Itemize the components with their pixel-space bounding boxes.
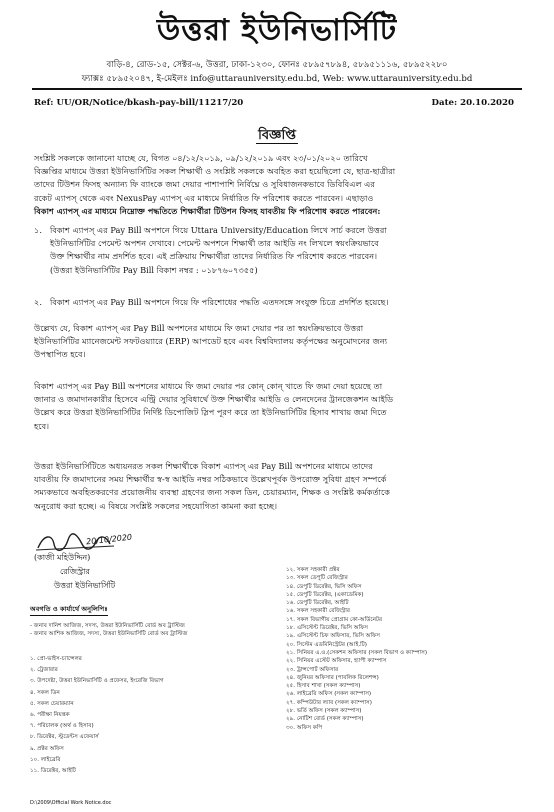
list-item: ১৩. সকল ডেপুটি রেজিস্ট্রার bbox=[286, 575, 348, 582]
erp-paragraph bbox=[34, 322, 522, 362]
list-item: ২৪. জুনিয়র অফিসার (পাবলিক রিলেশন্স) bbox=[286, 674, 379, 681]
text-line: জানার ও জমাদানকারীর হিসেবে এন্ট্রি দেয়ার সুবিধার্থে উক্ত শিক্ষার্থীর আইডি ও লেনদেনের ট্রানজেকশন আইডি bbox=[34, 394, 394, 405]
list-item: ২৫. হিসাব শাখা (সকল ক্যাম্পাস) bbox=[286, 683, 361, 690]
request-paragraph bbox=[34, 460, 522, 513]
notice-date: Date: 20.10.2020 bbox=[431, 98, 514, 108]
text-line: উত্তরা ইউনিভার্সিটিতে অধ্যয়নরত সকল শিক্ষার্থীকে বিকাশ এ্যাপস্‌ এর Pay Bill অপশনের মাধ্যমে তাদের bbox=[34, 461, 373, 471]
text-line: ইউনিভার্সিটির পেমেন্ট অপশন দেখাবে। পেমেন্ট অপশনে শিক্ষার্থী তার আইডি নং লিখলে স্বয়ংক্রিয়ভাবে bbox=[50, 238, 379, 249]
list-text bbox=[50, 224, 522, 277]
text-line: বিজ্ঞপ্তির মাধ্যমে উত্তরা ইউনিভার্সিটির সকল শিক্ষার্থী ও সংশ্লিষ্ট সকলকে অবহিত করা হয়েছিলো যে, ছাত্র-ছাত্রীরা bbox=[34, 166, 396, 177]
list-item: ৮. ডিরেক্টর, স্টুডেন্টস এফেয়ার্স bbox=[30, 734, 99, 741]
letterhead-contact: ফ্যাক্সঃ ৫৮৯৫২০৪৭, ই-মেইলঃ info@uttarauniversity.edu.bd, Web: www.uttarauniversity.edu.bd bbox=[81, 74, 473, 84]
list-item: ১০. লাইব্রেরি bbox=[30, 756, 61, 763]
list-item bbox=[34, 296, 522, 310]
list-item: ৩০. অফিস কপি bbox=[286, 724, 323, 731]
notice-title bbox=[0, 126, 554, 147]
list-item: ৭. পরিচালক (অর্থ ও হিসাব) bbox=[30, 723, 94, 730]
university-name: উত্তরা ইউনিভার্সিটি bbox=[156, 13, 398, 48]
text-line: ইউনিভার্সিটির ম্যানেজমেন্ট সফটওয়্যারে (ERP) আপডেট হবে এবং বিশ্ববিদ্যালয় কর্তৃপক্ষের অনুমোদনের জন্য bbox=[34, 336, 388, 347]
list-item: ২৭. কম্পিউটার ল্যাব (সকল ক্যাম্পাস) bbox=[286, 699, 372, 706]
list-item: ১৭. সকল বিভাগীয় প্রোগ্রাম কো-অর্ডিনেটর bbox=[286, 616, 383, 623]
text-line: উল্লেখ্য যে, বিকাশ এ্যাপস্‌ এর Pay Bill অপশনের মাধ্যমে ফি জমা দেয়ার পর তা স্বয়ংক্রিয়ভাবে উত্তরা bbox=[34, 323, 364, 333]
list-item: ২৯. নোটিশ বোর্ড (সকল ক্যাম্পাস) bbox=[286, 716, 364, 723]
notice-title-text: বিজ্ঞপ্তি bbox=[258, 128, 296, 143]
list-item: ২. ট্রেজারার bbox=[30, 667, 58, 674]
list-item: ১১. ডিরেক্টর, আইটি bbox=[30, 768, 76, 775]
list-item: ৪. সকল ডিন bbox=[30, 689, 60, 696]
signatory-organization: উত্তরা ইউনিভার্সিটি bbox=[54, 581, 116, 590]
copy-left-list bbox=[30, 654, 164, 777]
list-item: ১৯. এসিস্টেন্ট চিফ অফিসার, ভিসি অফিস bbox=[286, 633, 380, 640]
text-line: সম্যকভাবে অবহিতকরণের প্রয়োজনীয় ব্যবস্থা গ্রহণের জন্য সকল ডিন, চেয়ারম্যান, শিক্ষক ও সংশ্লিষ্ট কর্মকর্তাকে bbox=[34, 487, 391, 498]
list-item: ২৬. লাইব্রেরি অফিস (সকল ক্যাম্পাস) bbox=[286, 691, 372, 698]
text-line: অনুরোধ করা হচ্ছে। এ বিষয়ে সংশ্লিষ্ট সকলের সহযোগিতা কামনা করা হচ্ছে। bbox=[34, 500, 278, 511]
copy-top-list bbox=[30, 622, 187, 639]
file-path-footer: D:\2009\Official Work Notice.doc bbox=[30, 800, 112, 806]
signature-date: 20/10/2020 bbox=[85, 532, 133, 547]
list-number: ২. bbox=[34, 297, 42, 307]
text-line: সংশ্লিষ্ট সকলকে জানানো যাচ্ছে যে, বিগত ০৪/১২/২০১৯, ০৯/১২/২০১৯ এবং ২৩/০১/২০২০ তারিখে bbox=[34, 153, 368, 163]
text-line: তাদের টিউশন ফিসহ অন্যান্য ফি ব্যাংকে জমা দেয়ার পাশাপাশি নির্বিঘ্নে ও সুবিধাজনকভাবে ডিবিবিএল এর bbox=[34, 179, 375, 190]
list-item: ১. প্রো-ভাইস-চ্যান্সেলর bbox=[30, 656, 82, 662]
copy-right-list bbox=[286, 566, 427, 732]
copy-heading: অবগতি ও কার্যার্থে অনুলিপিঃ bbox=[30, 603, 108, 616]
text-line: উপস্থাপিত হবে। bbox=[34, 349, 86, 360]
list-item: ১৫. ডেপুটি ডিরেক্টর, (একাডেমিক) bbox=[286, 591, 364, 598]
signatory-name: (কাজী মহিউদ্দিন) bbox=[34, 553, 91, 562]
list-item: ২১. সিনিয়র এ.ও.(সেকশন অফিসার (সকল বিভাগ ও ক্যাম্পাস) bbox=[286, 649, 428, 656]
list-item: ২৩. ট্রান্সপোর্ট অফিসার bbox=[286, 666, 339, 673]
header-divider bbox=[32, 88, 522, 90]
text-line: বিকাশ এ্যাপস্‌ এর মাধ্যমে নিম্নোক্ত পদ্ধতিতে শিক্ষার্থীরা টিউশন ফিসহ যাবতীয় ফি পরিশোধ করতে পারবেন: bbox=[34, 205, 381, 216]
text-line: উল্লেখ করে উত্তরা ইউনিভার্সিটির নির্দিষ্ট ডিপোজিট স্লিপ পূরণ করে তা ইউনিভার্সিটির হিসাব শাখায় জমা দিতে bbox=[34, 407, 387, 418]
text-line: (উত্তরা ইউনিভার্সিটির Pay Bill বিকাশ নম্বর : ০১৮৭৬০৭৩৫৫) bbox=[50, 264, 258, 275]
list-number: ১. bbox=[34, 225, 42, 235]
list-item: ১৮. এসিস্টেন্ট ডিরেক্টর, ভিসি অফিস bbox=[286, 625, 368, 632]
text-line: বিকাশ এ্যাপস্‌ এর Pay Bill অপশনে গিয়ে ফি পরিশোধের পদ্ধতি এতদসঙ্গে সংযুক্ত চিত্রে প্রদর্শিত হয়েছে। bbox=[50, 297, 389, 307]
list-item: ২৮. ভর্তি অফিস (সকল ক্যাম্পাস) bbox=[286, 708, 362, 715]
list-item: ২০. সিস্টেম এডমিনিস্ট্রেটর (আই.টি) bbox=[286, 641, 367, 648]
list-item: ১৬. সকল সহকারী রেজিস্ট্রার bbox=[286, 608, 350, 615]
list-item: - জনাব আশিক আজিজ, সদস্য, উত্তরা ইউনিভার্সিটি বোর্ড অব ট্রাস্টিজ bbox=[30, 631, 188, 638]
intro-paragraph bbox=[34, 152, 522, 218]
text-line: রকেট এ্যাপস্‌ থেকে এবং NexusPay এ্যাপস্‌ এর মাধ্যমে নির্ধারিত ফি পরিশোধ করতে পারবেন। এছাড়াও bbox=[34, 192, 374, 203]
text-line: বিকাশ এ্যাপস্‌ এর Pay Bill অপশনে গিয়ে Uttara University/Education লিখে সার্চ করলে উত্তরা bbox=[50, 225, 387, 235]
signatory-designation: রেজিস্ট্রার bbox=[60, 567, 90, 576]
list-item: ৫. সকল চেয়ারম্যান bbox=[30, 700, 74, 707]
deposit-paragraph bbox=[34, 380, 522, 433]
list-text bbox=[50, 296, 522, 309]
list-item: ৬. পরীক্ষা নিয়ন্ত্রক bbox=[30, 712, 70, 719]
list-item: - জনাব দানিশ আজিজ, সদস্য, উত্তরা ইউনিভার্সিটি বোর্ড অব ট্রাস্টিজ bbox=[30, 623, 185, 629]
reference-number: Ref: UU/OR/Notice/bkash-pay-bill/11217/20 bbox=[34, 98, 244, 108]
letterhead-address: বাড়ি-৪, রোড-১৫, সেক্টর-৬, উত্তরা, ঢাকা-১২৩০, ফোনঃ ৫৮৯৫৭৮৯৪, ৫৮৯৫১১১৬, ৫৮৯৫২২৮০ bbox=[106, 60, 448, 70]
text-line: হবে। bbox=[34, 420, 50, 431]
list-item: ২২. সিনিয়র এস্টেট অফিসার, হ্যাপী ক্যাম্পাস bbox=[286, 658, 387, 665]
text-line: বিকাশ এ্যাপস্‌ এর Pay Bill অপশনের মাধ্যমে ফি জমা দেয়ার পর কোন্‌ কোন্‌ খাতে ফি জমা দেয়া হয়েছে তা bbox=[34, 381, 383, 391]
text-line: যাবতীয় ফি জমাদানের সময় শিক্ষার্থীর স্ব-স্ব আইডি নম্বর সঠিকভাবে উল্লেখপূর্বক উপরোক্ত সুবিধা গ্রহণ সম্পর্কে bbox=[34, 474, 387, 485]
list-item bbox=[34, 224, 522, 280]
list-item: ১৬. ডেপুটি ডিরেক্টর, আইটি bbox=[286, 600, 349, 607]
list-item: ১৪. ডেপুটি ডিরেক্টর, ভিসি অফিস bbox=[286, 583, 362, 590]
list-item: ১২. সকল সহকারী প্রক্টর bbox=[286, 567, 340, 573]
text-line: উক্ত শিক্ষার্থীর নাম প্রদর্শিত হবে। এই প্রক্রিয়ায় শিক্ষার্থীরা তাদের নির্ধারিত ফি পরিশোধ করতে পারবেন। bbox=[50, 251, 378, 262]
list-item: ৩. উপদেষ্টা, উত্তরা ইউনিভার্সিটি ও প্রফেসর, ইংরেজি বিভাগ bbox=[30, 678, 164, 685]
list-item: ৯. প্রক্টর অফিস bbox=[30, 745, 64, 752]
